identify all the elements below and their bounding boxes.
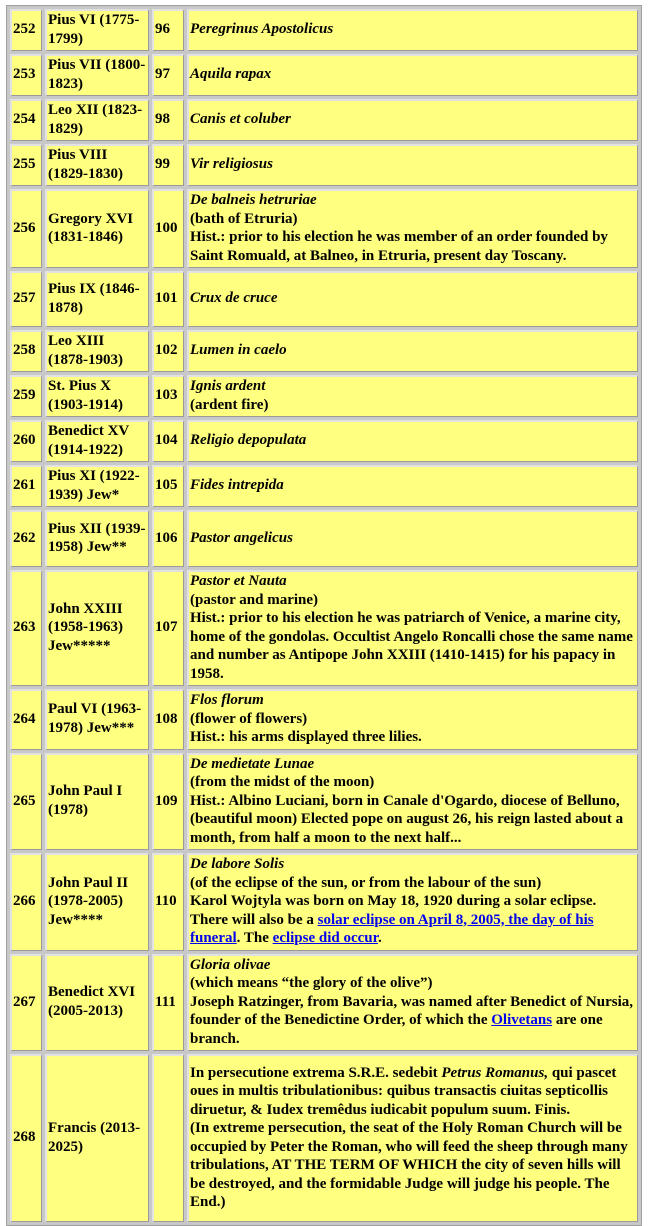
motto-cell <box>187 330 638 372</box>
motto-number: 96 <box>152 9 184 51</box>
motto-number: 109 <box>152 753 184 851</box>
motto-cell <box>187 1054 638 1222</box>
motto-latin: Fides intrepida <box>190 477 284 494</box>
motto-translation: (flower of flowers) <box>190 710 308 727</box>
pope-name: John Paul II (1978-2005) Jew**** <box>45 853 149 951</box>
motto-latin: Religio depopulata <box>190 432 307 449</box>
table-row <box>10 54 638 96</box>
motto-latin: De medietate Lunae <box>190 755 315 772</box>
history-text: are one branch. <box>190 1012 603 1047</box>
motto-translation: (bath of Etruria) <box>190 210 298 227</box>
pope-name: Francis (2013-2025) <box>45 1054 149 1222</box>
motto-number: 103 <box>152 375 184 417</box>
eclipse-did-occur-link[interactable]: eclipse did occur <box>272 930 378 946</box>
motto-translation: (of the eclipse of the sun, or from the labour of the sun) <box>190 874 542 891</box>
table-row <box>10 99 638 141</box>
pope-name: Pius VI (1775-1799) <box>45 9 149 51</box>
pope-name: Pius XI (1922-1939) Jew* <box>45 465 149 507</box>
pope-number: 253 <box>10 54 42 96</box>
motto-latin: Gloria olivae <box>190 956 271 973</box>
table-row <box>10 689 638 750</box>
prophecy-english: (In extreme persecution, the seat of the Holy Roman Church will be occupied by Peter the Roman, who will feed the sheep through many tribulations, AT THE TERM OF WHICH the city of seven hills will be destroyed, and the formidable Judge will judge his people. The End.) <box>190 1120 628 1210</box>
motto-translation: (pastor and marine) <box>190 591 319 608</box>
pope-number: 254 <box>10 99 42 141</box>
motto-cell <box>187 570 638 686</box>
table-row <box>10 9 638 51</box>
pope-number: 256 <box>10 189 42 268</box>
pope-number: 265 <box>10 753 42 851</box>
motto-number <box>152 1054 184 1222</box>
table-row <box>10 271 638 327</box>
motto-history: Hist.: his arms displayed three lilies. <box>190 729 422 745</box>
pope-number: 268 <box>10 1054 42 1222</box>
table-row <box>10 1054 638 1222</box>
motto-latin: De balneis hetruriae <box>190 192 317 208</box>
motto-latin: Pastor et Nauta <box>190 573 287 589</box>
motto-cell <box>187 689 638 750</box>
motto-latin: Crux de cruce <box>190 290 278 307</box>
pope-name: Benedict XV (1914-1922) <box>45 420 149 462</box>
motto-cell <box>187 753 638 851</box>
motto-number: 101 <box>152 271 184 327</box>
motto-number: 107 <box>152 570 184 686</box>
motto-history: Hist.: Albino Luciani, born in Canale d'Ogardo, diocese of Belluno, (beautiful moon) Elected pope on august 26, his reign lasted about a month, from half a moon to the next half... <box>190 792 624 846</box>
solar-eclipse-link[interactable]: solar eclipse on April 8, 2005, the day of his funeral <box>190 911 594 946</box>
pope-number: 267 <box>10 954 42 1052</box>
motto-latin: Pastor angelicus <box>190 529 293 546</box>
history-text: . <box>377 930 382 946</box>
table-row <box>10 853 638 951</box>
motto-cell <box>187 54 638 96</box>
pope-number: 263 <box>10 570 42 686</box>
pope-name: John XXIII (1958-1963) Jew***** <box>45 570 149 686</box>
motto-number: 110 <box>152 853 184 951</box>
pope-number: 257 <box>10 271 42 327</box>
motto-cell <box>187 954 638 1052</box>
motto-cell <box>187 853 638 951</box>
popes-table <box>6 5 642 1226</box>
table-row <box>10 753 638 851</box>
motto-latin: Peregrinus Apostolicus <box>190 21 334 38</box>
motto-number: 99 <box>152 144 184 186</box>
motto-translation: (which means “the glory of the olive”) <box>190 975 433 991</box>
pope-number: 264 <box>10 689 42 750</box>
motto-number: 108 <box>152 689 184 750</box>
motto-latin: De labore Solis <box>190 856 285 872</box>
motto-latin: Vir religiosus <box>190 156 273 173</box>
pope-name: John Paul I (1978) <box>45 753 149 851</box>
prophecy-latin <box>190 1064 636 1120</box>
pope-name: Gregory XVI (1831-1846) <box>45 189 149 268</box>
pope-name: St. Pius X (1903-1914) <box>45 375 149 417</box>
motto-latin: Aquila rapax <box>190 66 272 83</box>
motto-number: 102 <box>152 330 184 372</box>
motto-cell <box>187 144 638 186</box>
motto-translation: (ardent fire) <box>190 396 269 413</box>
pope-name: Leo XII (1823-1829) <box>45 99 149 141</box>
pope-number: 252 <box>10 9 42 51</box>
pope-number: 258 <box>10 330 42 372</box>
pope-name: Leo XIII (1878-1903) <box>45 330 149 372</box>
pope-name: Pius VIII (1829-1830) <box>45 144 149 186</box>
olivetans-link[interactable]: Olivetans <box>491 1012 553 1028</box>
motto-latin: Flos florum <box>190 692 264 708</box>
table-row <box>10 189 638 268</box>
motto-history: Hist.: prior to his election he was patriarch of Venice, a marine city, home of the gondolas. Occultist Angelo Roncalli chose the same name and number as Antipope John XXIII (1410-1415) for his papacy in 1958. <box>190 610 633 682</box>
motto-cell <box>187 9 638 51</box>
motto-history: Hist.: prior to his election he was member of an order founded by Saint Romuald, at Balneo, in Etruria, present day Toscany. <box>190 229 608 264</box>
motto-cell <box>187 465 638 507</box>
motto-number: 104 <box>152 420 184 462</box>
prophecy-text: In persecutione extrema S.R.E. sedebit <box>190 1064 442 1081</box>
motto-number: 100 <box>152 189 184 268</box>
pope-number: 259 <box>10 375 42 417</box>
table-row <box>10 420 638 462</box>
pope-number: 255 <box>10 144 42 186</box>
motto-cell <box>187 99 638 141</box>
history-text: Karol Wojtyla was born on May 18, 1920 during a solar eclipse. There will also be a <box>190 893 597 928</box>
pope-number: 262 <box>10 510 42 567</box>
table-row <box>10 510 638 567</box>
pope-name: Paul VI (1963-1978) Jew*** <box>45 689 149 750</box>
motto-history <box>190 892 636 948</box>
pope-number: 266 <box>10 853 42 951</box>
pope-name: Pius XII (1939-1958) Jew** <box>45 510 149 567</box>
motto-translation: (from the midst of the moon) <box>190 774 375 790</box>
pope-name: Pius IX (1846-1878) <box>45 271 149 327</box>
motto-cell <box>187 510 638 567</box>
history-text: Joseph Ratzinger, from Bavaria, was named after Benedict of Nursia, founder of the Benedictine Order, of which the <box>190 993 634 1028</box>
pope-name: Benedict XVI (2005-2013) <box>45 954 149 1052</box>
table-row <box>10 144 638 186</box>
petrus-romanus: Petrus Romanus, <box>441 1064 549 1081</box>
motto-cell <box>187 189 638 268</box>
prophecy-text: qui pascet oues in multis tribulationibus: quibus transactis ciuitas septicollis diruetur, & Iudex tremêdus iudicabit populum suum. Finis. <box>190 1064 617 1118</box>
motto-history <box>190 993 636 1049</box>
popes-table-body <box>10 9 638 1222</box>
motto-cell <box>187 271 638 327</box>
history-text: . The <box>236 930 273 946</box>
motto-latin: Lumen in caelo <box>190 342 287 359</box>
motto-latin: Canis et coluber <box>190 111 291 128</box>
motto-cell <box>187 375 638 417</box>
pope-number: 261 <box>10 465 42 507</box>
motto-number: 111 <box>152 954 184 1052</box>
motto-latin: Ignis ardent <box>190 378 266 394</box>
table-row <box>10 570 638 686</box>
pope-number: 260 <box>10 420 42 462</box>
motto-number: 106 <box>152 510 184 567</box>
pope-name: Pius VII (1800-1823) <box>45 54 149 96</box>
motto-cell <box>187 420 638 462</box>
table-row <box>10 330 638 372</box>
table-row <box>10 954 638 1052</box>
table-row <box>10 375 638 417</box>
motto-number: 105 <box>152 465 184 507</box>
motto-number: 98 <box>152 99 184 141</box>
motto-number: 97 <box>152 54 184 96</box>
table-row <box>10 465 638 507</box>
